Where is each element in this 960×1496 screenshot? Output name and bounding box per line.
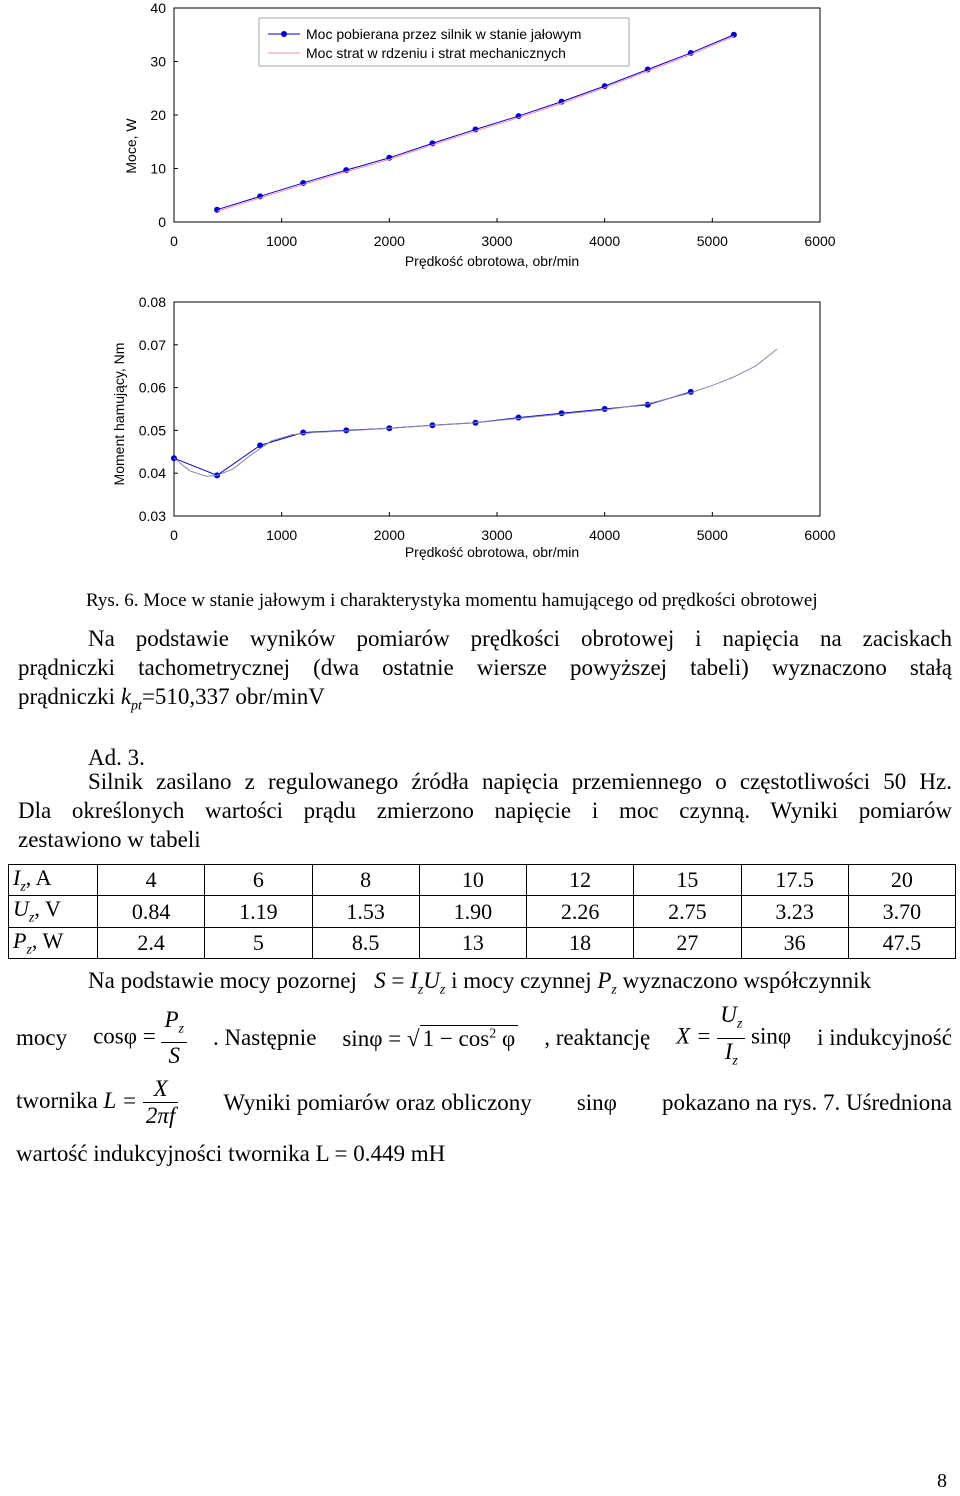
table-cell: 1.53 [312,896,419,927]
table-row [9,927,956,958]
chart2-xtick-label: 2000 [373,527,405,543]
paragraph1-line3: prądniczki $k_{pt}=510,337$ obr/minV [18,684,325,714]
chart1-xtick-label: 2000 [373,233,405,249]
fraction-x-2pif: $\frac{X}{2\pi f}$ [143,1076,178,1129]
table-cell: 1.90 [419,896,526,927]
paragraph-tachometer [18,624,952,721]
table-cell: 2.26 [527,896,634,927]
chart1-ytick-label: 0 [158,214,166,230]
chart1-ytick-label: 20 [150,107,166,123]
chart2-data-point [559,410,565,416]
table-cell: 8 [312,865,419,896]
chart2-data-point [602,406,608,412]
chart1-xtick-label: 5000 [696,233,728,249]
row-header: $U_z$, V [9,896,98,927]
chart1-xtick-label: 6000 [804,233,836,249]
fraction-pz-s: $\frac{P_z}{S}$ [161,1007,187,1070]
formula-line-2: mocy cosφ = $\frac{P_z}{S}$ . Następnie sinφ = √ $1 - \cos^2 \varphi$ , reaktancję X = $\frac{U_z}{I_z}$ sinφ i indukcyjność [16,1002,952,1074]
table-cell: 10 [419,865,526,896]
paragraph1-line1: Na podstawie wyników pomiarów prędkości obrotowej i napięcia na zaciskach [88,626,952,651]
table-cell: 3.70 [848,896,955,927]
chart2-series-1-line [174,392,691,475]
section-ad3: Ad. 3. [88,745,145,770]
table-cell: 13 [419,927,526,958]
table-cell: 2.4 [98,927,205,958]
chart2-ytick-label: 0.04 [138,465,166,482]
formula-line-1: Na podstawie mocy pozornej $S = I_zU_z$ i mocy czynnej $P_z$ wyznaczono współczynnik [88,968,872,998]
page-number: 8 [937,1470,947,1492]
chart2-xtick-label: 6000 [804,527,836,543]
figure-caption: Rys. 6. Moce w stanie jałowym i charakterystyka momentu hamującego od prędkości obrotowej [86,590,818,611]
chart2-ytick-label: 0.06 [138,379,166,396]
table-cell: 1.19 [205,896,312,927]
table-cell: 5 [205,927,312,958]
formula-line-3: twornika L = $\frac{X}{2\pi f}$ Wyniki pomiarów oraz obliczony sinφ pokazano na rys. 7. Uśredniona [16,1076,952,1128]
chart1-xtick-label: 4000 [589,233,621,249]
chart2-xtick-label: 5000 [696,527,728,543]
table-cell: 2.75 [634,896,741,927]
chart2-plot-frame [174,302,820,516]
chart1-xtick-label: 3000 [481,233,513,249]
table-cell: 15 [634,865,741,896]
table-cell: 6 [205,865,312,896]
chart2-ylabel: Moment hamujący, Nm [111,342,127,486]
table-cell: 47.5 [848,927,955,958]
chart1-xtick-label: 1000 [266,233,298,249]
chart2-ytick-label: 0.05 [138,422,166,439]
row-header: $I_z$, A [9,865,98,896]
chart1-ylabel: Moce, W [123,118,139,174]
chart2-data-point [645,402,651,408]
table-cell: 17.5 [741,865,848,896]
chart2-ytick-label: 0.03 [138,508,166,524]
torque-chart [0,280,960,570]
table-cell: 0.84 [98,896,205,927]
paragraph-measurement [18,767,952,854]
table-cell: 12 [527,865,634,896]
chart2-ytick-label: 0.08 [138,294,166,310]
chart2-xtick-label: 3000 [481,527,513,543]
table-row [9,865,956,896]
table-cell: 36 [741,927,848,958]
row-header: $P_z$, W [9,927,98,958]
chart1-legend-entry-1: Moc pobierana przez silnik w stanie jałowym [306,26,582,42]
chart1-xlabel: Prędkość obrotowa, obr/min [404,253,580,269]
measurement-table [8,864,956,959]
formula-line-4: wartość indukcyjności twornika L = 0.449 mH [16,1141,446,1166]
chart1-xtick-label: 0 [170,233,178,249]
chart2-xtick-label: 1000 [266,527,298,543]
paragraph2-line3: zestawiono w tabeli [18,827,201,852]
paragraph1-line2: prądniczki tachometrycznej (dwa ostatnie wiersze powyższej tabeli) wyznaczono stałą [18,655,952,680]
paragraph2-line2: Dla określonych wartości prądu zmierzono napięcie i moc czynną. Wyniki pomiarów [18,798,952,823]
chart1-ytick-label: 30 [150,53,166,70]
chart1-legend-entry-2: Moc strat w rdzeniu i strat mechanicznych [306,45,566,61]
chart1-data-point [214,207,220,213]
chart1-ytick-label: 10 [150,160,166,177]
table-cell: 20 [848,865,955,896]
chart2-data-point [300,430,306,436]
chart1-legend [259,18,629,66]
table-cell: 3.23 [741,896,848,927]
chart2-series-2-line [174,349,777,476]
chart2-data-point [516,415,522,421]
power-chart [0,0,960,280]
chart1-ytick-label: 40 [150,0,166,16]
paragraph2-line1: Silnik zasilano z regulowanego źródła napięcia przemiennego o częstotliwości 50 Hz. [88,769,952,794]
table-cell: 18 [527,927,634,958]
chart2-xtick-label: 0 [170,527,178,543]
chart2-xlabel: Prędkość obrotowa, obr/min [404,544,580,560]
fraction-uz-iz: $\frac{U_z}{I_z}$ [717,1002,745,1074]
chart2-xtick-label: 4000 [589,527,621,543]
table-cell: 8.5 [312,927,419,958]
table-cell: 27 [634,927,741,958]
table-cell: 4 [98,865,205,896]
chart2-ytick-label: 0.07 [138,336,166,353]
table-row [9,896,956,927]
